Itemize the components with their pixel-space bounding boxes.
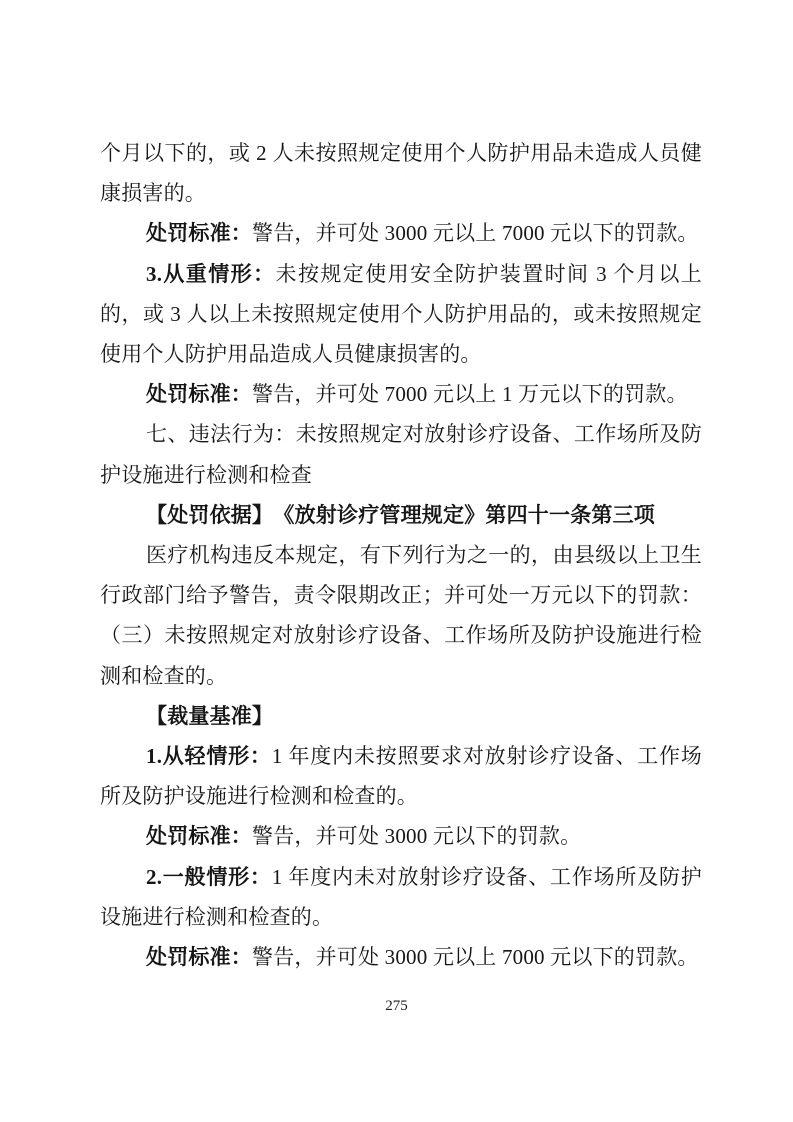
body-text: 七、违法行为：未按照规定对放射诊疗设备、工作场所及防护设施进行检测和检查 <box>100 422 702 487</box>
paragraph-penalty-standard-general <box>100 937 702 977</box>
paragraph-continuation-from-previous-page <box>100 133 702 213</box>
paragraph-penalty-standard-aggravated <box>100 374 702 414</box>
bold-lead-text: 处罚标准： <box>146 824 252 849</box>
bold-lead-text: 【裁量基准】 <box>146 703 274 728</box>
body-text: 医疗机构违反本规定，有下列行为之一的，由县级以上卫生行政部门给予警告，责令限期改正；并可处一万元以下的罚款：（三）未按照规定对放射诊疗设备、工作场所及防护设施进行检测和检查的。 <box>100 543 702 688</box>
paragraph-regulation-quotation <box>100 535 702 696</box>
body-text: 个月以下的，或 2 人未按照规定使用个人防护用品未造成人员健康损害的。 <box>100 141 702 206</box>
bold-lead-text: 处罚标准： <box>146 382 252 407</box>
body-text: 警告，并可处 3000 元以下的罚款。 <box>252 824 582 849</box>
body-text: 警告，并可处 3000 元以上 7000 元以下的罚款。 <box>252 221 699 246</box>
document-body <box>100 133 702 977</box>
page-number: 275 <box>385 998 408 1014</box>
paragraph-penalty-standard-moderate <box>100 213 702 253</box>
bold-lead-text: 3.从重情形： <box>146 261 276 286</box>
bold-lead-text: 【处罚依据】 《放射诊疗管理规定》第四十一条第三项 <box>146 502 655 527</box>
bold-lead-text: 处罚标准： <box>146 221 252 246</box>
body-text: 未按规定使用安全防护装置时间 3 个月以上的，或 3 人以上未按照规定使用个人防护用品的，或未按照规定使用个人防护用品造成人员健康损害的。 <box>100 261 703 367</box>
paragraph-penalty-standard-mitigated <box>100 816 702 856</box>
body-text: 警告，并可处 3000 元以上 7000 元以下的罚款。 <box>252 945 699 970</box>
paragraph-discretion-benchmark-heading <box>100 696 702 736</box>
paragraph-general-circumstance <box>100 857 702 937</box>
bold-lead-text: 1.从轻情形： <box>146 744 272 769</box>
paragraph-penalty-basis-heading <box>100 495 702 535</box>
body-text: 1 年度内未按照要求对放射诊疗设备、工作场所及防护设施进行检测和检查的。 <box>100 744 702 809</box>
paragraph-aggravating-circumstance <box>100 254 702 375</box>
body-text: 警告，并可处 7000 元以上 1 万元以下的罚款。 <box>252 382 688 407</box>
bold-lead-text: 处罚标准： <box>146 945 252 970</box>
paragraph-violation-item-seven <box>100 414 702 494</box>
body-text: 1 年度内未对放射诊疗设备、工作场所及防护设施进行检测和检查的。 <box>100 864 702 929</box>
bold-lead-text: 2.一般情形： <box>146 864 272 889</box>
paragraph-mitigating-circumstance <box>100 736 702 816</box>
